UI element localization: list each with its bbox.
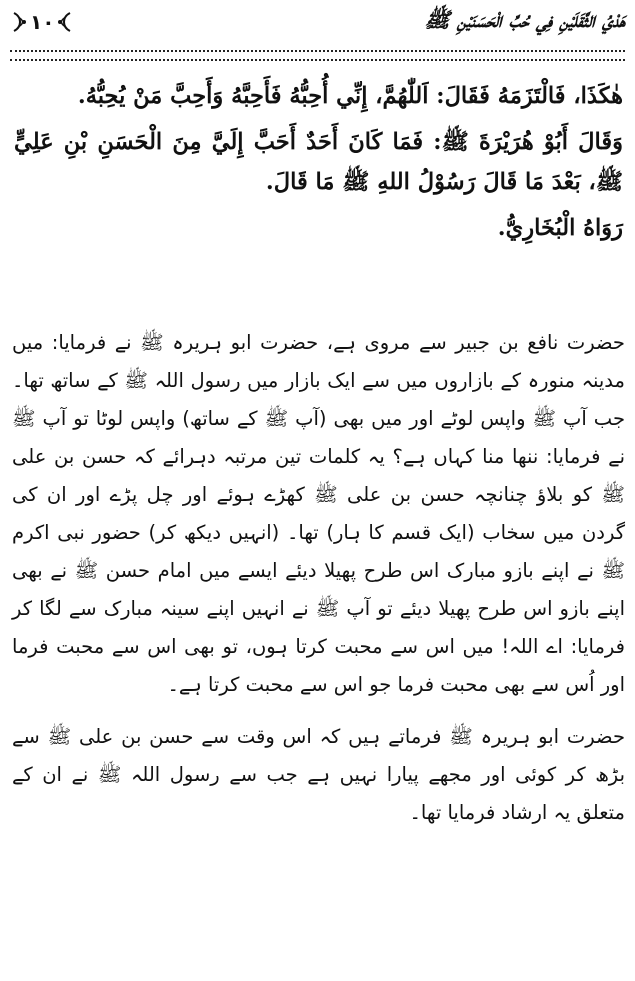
floral-bracket-icon bbox=[10, 11, 28, 33]
urdu-paragraph: حضرت نافع بن جبیر سے مروی ہے، حضرت ابو ہریرہ ﷺ نے فرمایا: میں مدینہ منورہ کے بازاروں میں سے ایک بازار میں رسول اللہ ﷺ کے ساتھ تھا۔ جب آپ ﷺ واپس لوٹے اور میں بھی (آپ ﷺ کے ساتھ) واپس لوٹا تو آپ ﷺ نے فرمایا: ننھا منا کہاں ہے؟ یہ کلمات تین مرتبہ دہرائے کہ حسن بن علی ﷺ کو بلاؤ چنانچہ حسن بن علی ﷺ کھڑے ہوئے اور چل پڑے اور ان کی گردن میں سخاب (ایک قسم کا ہار) تھا۔ (انہیں دیکھ کر) حضور نبی اکرم ﷺ نے اپنے بازو مبارک اس طرح پھیلا دیئے ایسے میں امام حسن ﷺ نے بھی اپنے بازو اس طرح پھیلا دیئے تو آپ ﷺ نے انہیں اپنے سینہ مبارک سے لگا کر فرمایا: اے اللہ! میں اس سے محبت کرتا ہوں، تو بھی اس سے محبت فرما اور اُس سے بھی محبت فرما جو اس سے محبت کرتا ہے۔ bbox=[12, 331, 625, 696]
page-number-badge bbox=[10, 10, 74, 34]
floral-bracket-icon bbox=[56, 11, 74, 33]
page-number: ١٠ bbox=[30, 10, 55, 34]
page-header bbox=[10, 0, 625, 44]
urdu-paragraph: حضرت ابو ہریرہ ﷺ فرماتے ہیں کہ اس وقت سے حسن بن علی ﷺ سے بڑھ کر کوئی اور مجھے پیارا نہیں ہے جب سے رسول اللہ ﷺ نے ان کے متعلق یہ ارشاد فرمایا تھا۔ bbox=[12, 725, 625, 824]
arabic-paragraph: وَقَالَ أَبُوْ هُرَيْرَةَ ﷺ: فَمَا كَانَ أَحَدٌ أَحَبَّ إِلَيَّ مِنَ الْحَسَنِ بْنِ عَلِيٍّ ﷺ، بَعْدَ مَا قَالَ رَسُوْلُ اللهِ ﷺ مَا قَالَ. bbox=[14, 129, 623, 195]
arabic-hadith-text bbox=[14, 76, 623, 248]
running-title: هَدْيُ الثَّقَلَيْنِ فِي حُبِّ الْحَسَنَيْنِ ﷺ bbox=[424, 6, 625, 32]
header-divider bbox=[10, 50, 625, 61]
arabic-paragraph: هٰكَذَا، فَالْتَزَمَهُ فَقَالَ: اَللّٰهُمَّ، إِنِّي أُحِبُّهُ فَأَحِبَّهُ وَأَحِبَّ مَنْ يُحِبُّهُ. bbox=[77, 83, 623, 109]
hadith-source: رَوَاهُ الْبُخَارِيُّ. bbox=[497, 215, 623, 241]
urdu-translation bbox=[12, 324, 625, 846]
